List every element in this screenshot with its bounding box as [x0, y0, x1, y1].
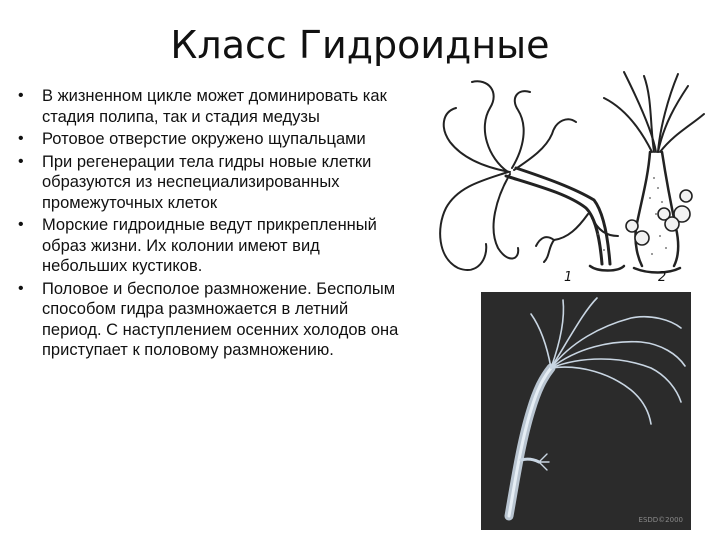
bullet-text: Половое и бесполое размножение. Бесполым способом гидра размножается в летний период. С наступлением осенних холодов она приступает к половому размножению.	[42, 279, 399, 359]
figure-label-1: 1	[564, 270, 573, 285]
bullet-text: При регенерации тела гидры новые клетки образуются из неспециализированных промежуточных клеток	[42, 152, 372, 212]
bullet-marker: •	[18, 152, 24, 170]
bullet-marker: •	[18, 216, 24, 233]
bullet-text: В жизненном цикле может доминировать как стадия полипа, так и стадия медузы	[42, 87, 387, 126]
bullet-text: Морские гидроидные ведут прикрепленный образ жизни. Их колонии имеют вид небольших кустиков.	[42, 216, 377, 275]
list-item	[16, 215, 408, 277]
page-title: Класс Гидроидные	[170, 23, 550, 67]
hydra-photo-svg	[481, 292, 691, 530]
figure-label-2: 2	[658, 270, 667, 285]
list-item	[16, 152, 408, 214]
list-item	[16, 129, 408, 150]
hydra-drawing-figure	[428, 68, 708, 288]
list-item	[16, 86, 408, 127]
bullet-marker: •	[18, 130, 24, 147]
bullet-text: Ротовое отверстие окружено щупальцами	[42, 130, 366, 148]
bullet-marker: •	[18, 279, 24, 297]
bullet-list	[16, 86, 408, 363]
bullet-marker: •	[18, 87, 24, 104]
hydra-drawing-svg	[428, 68, 708, 288]
watermark: ESDD©2000	[638, 516, 683, 524]
list-item	[16, 279, 408, 361]
hydra-photo-figure	[481, 292, 691, 530]
